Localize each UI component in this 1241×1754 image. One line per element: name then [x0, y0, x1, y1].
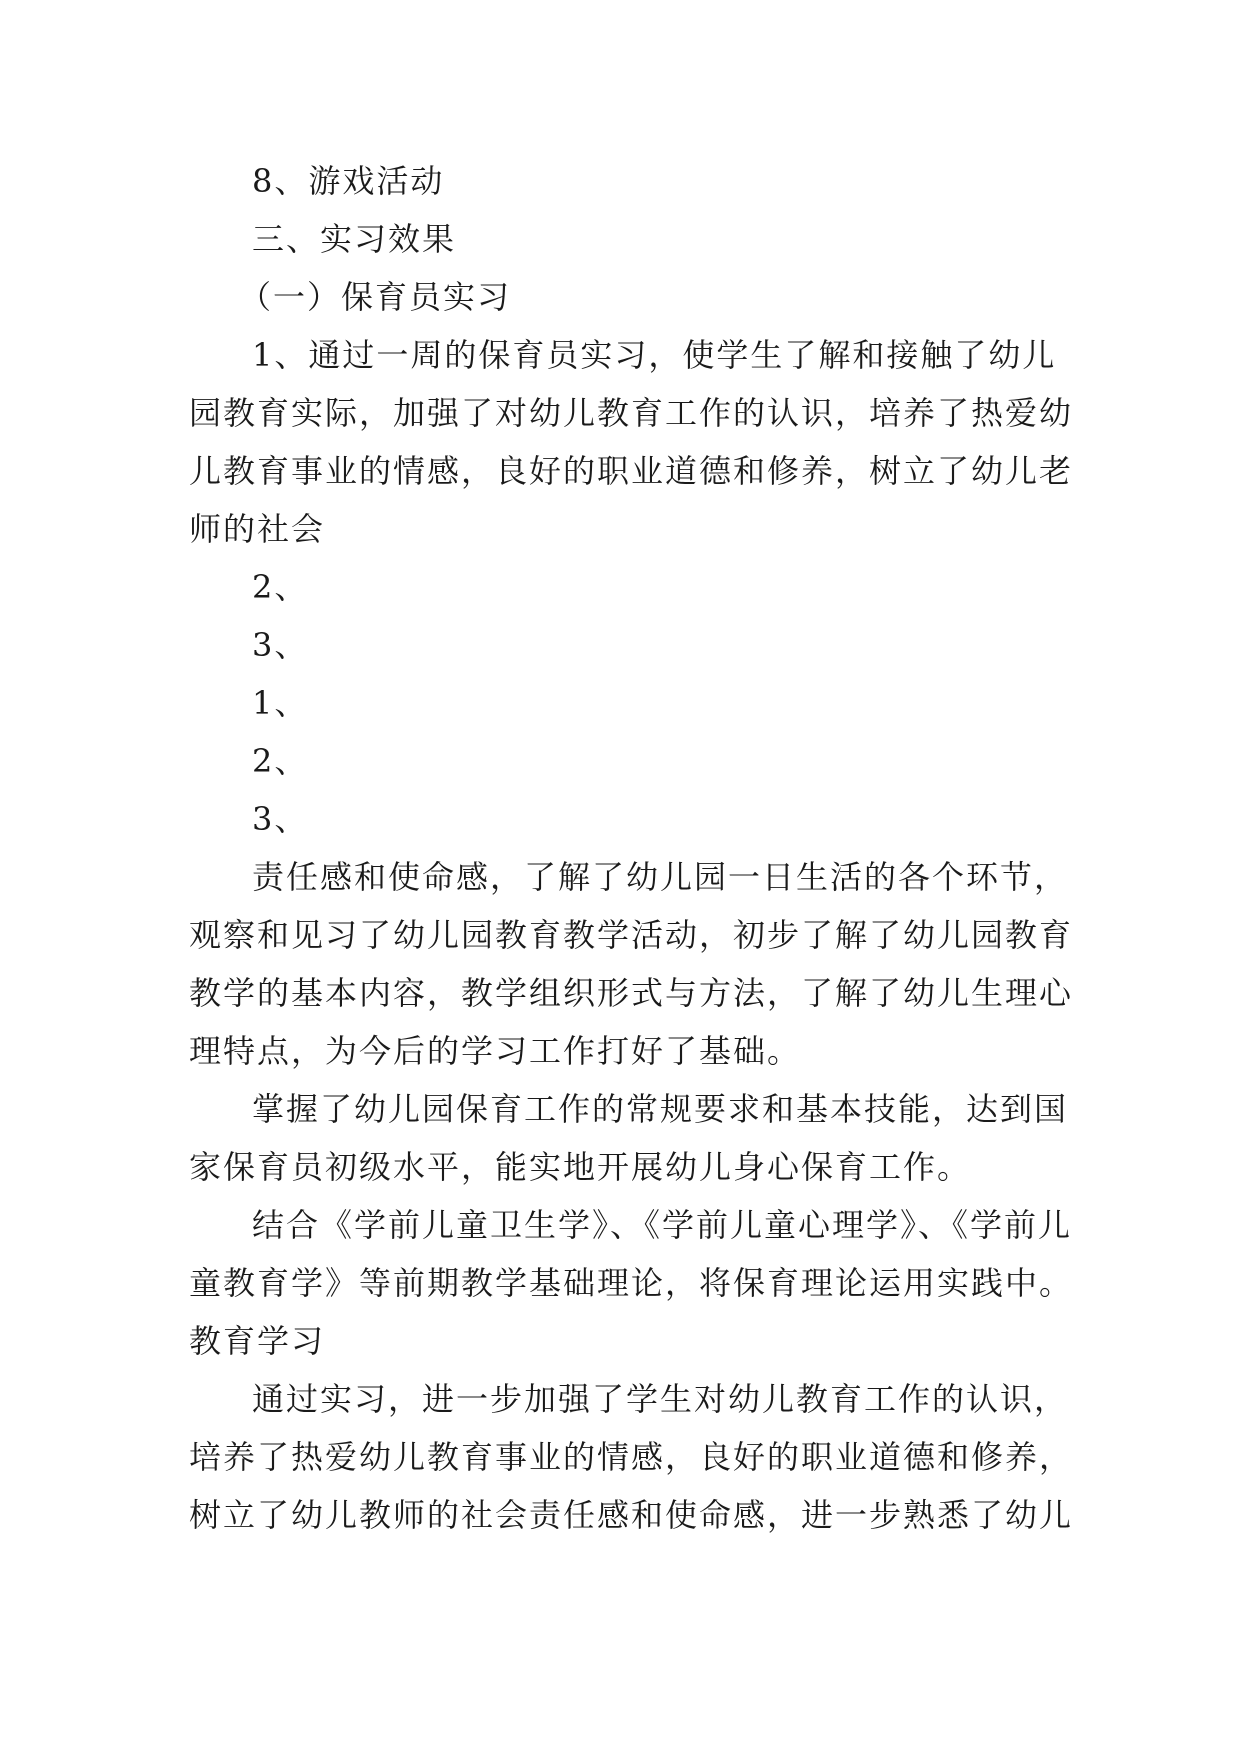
paragraph-line: 观察和见习了幼儿园教育教学活动，初步了解了幼儿园教育	[189, 916, 1074, 954]
section-heading-3: 三、实习效果	[252, 220, 457, 258]
subsection-heading-1: （一）保育员实习	[239, 278, 512, 316]
paragraph-line: 师的社会	[189, 510, 326, 548]
paragraph-line: 儿教育事业的情感，良好的职业道德和修养，树立了幼儿老	[189, 452, 1074, 490]
paragraph-line: 结合《学前儿童卫生学》、《学前儿童心理学》、《学前儿	[252, 1206, 1073, 1244]
paragraph-line: 家保育员初级水平，能实地开展幼儿身心保育工作。	[189, 1148, 972, 1186]
paragraph-line: 通过实习，进一步加强了学生对幼儿教育工作的认识，	[252, 1380, 1069, 1418]
list-item-empty: 2、	[252, 568, 309, 606]
document-body	[189, 152, 1074, 1544]
paragraph-line: 园教育实际，加强了对幼儿教育工作的认识，培养了热爱幼	[189, 394, 1074, 432]
list-item-empty: 1、	[252, 684, 309, 722]
paragraph-line: 树立了幼儿教师的社会责任感和使命感，进一步熟悉了幼儿	[189, 1496, 1074, 1534]
list-item-8-games: 8、游戏活动	[252, 162, 445, 200]
paragraph-line: 责任感和使命感，了解了幼儿园一日生活的各个环节，	[252, 858, 1069, 896]
paragraph-line: 理特点，为今后的学习工作打好了基础。	[189, 1032, 802, 1070]
list-item-empty: 3、	[252, 800, 309, 838]
paragraph-line: 培养了热爱幼儿教育事业的情感，良好的职业道德和修养，	[189, 1438, 1074, 1476]
paragraph-line: 童教育学》等前期教学基础理论，将保育理论运用实践中。	[189, 1264, 1074, 1302]
list-item-empty: 3、	[252, 626, 309, 664]
section-heading-education: 教育学习	[189, 1322, 326, 1360]
paragraph-line: 教学的基本内容，教学组织形式与方法，了解了幼儿生理心	[189, 974, 1074, 1012]
paragraph-line: 掌握了幼儿园保育工作的常规要求和基本技能，达到国	[252, 1090, 1069, 1128]
list-item-empty: 2、	[252, 742, 309, 780]
paragraph-line: 1、通过一周的保育员实习，使学生了解和接触了幼儿	[252, 336, 1057, 374]
